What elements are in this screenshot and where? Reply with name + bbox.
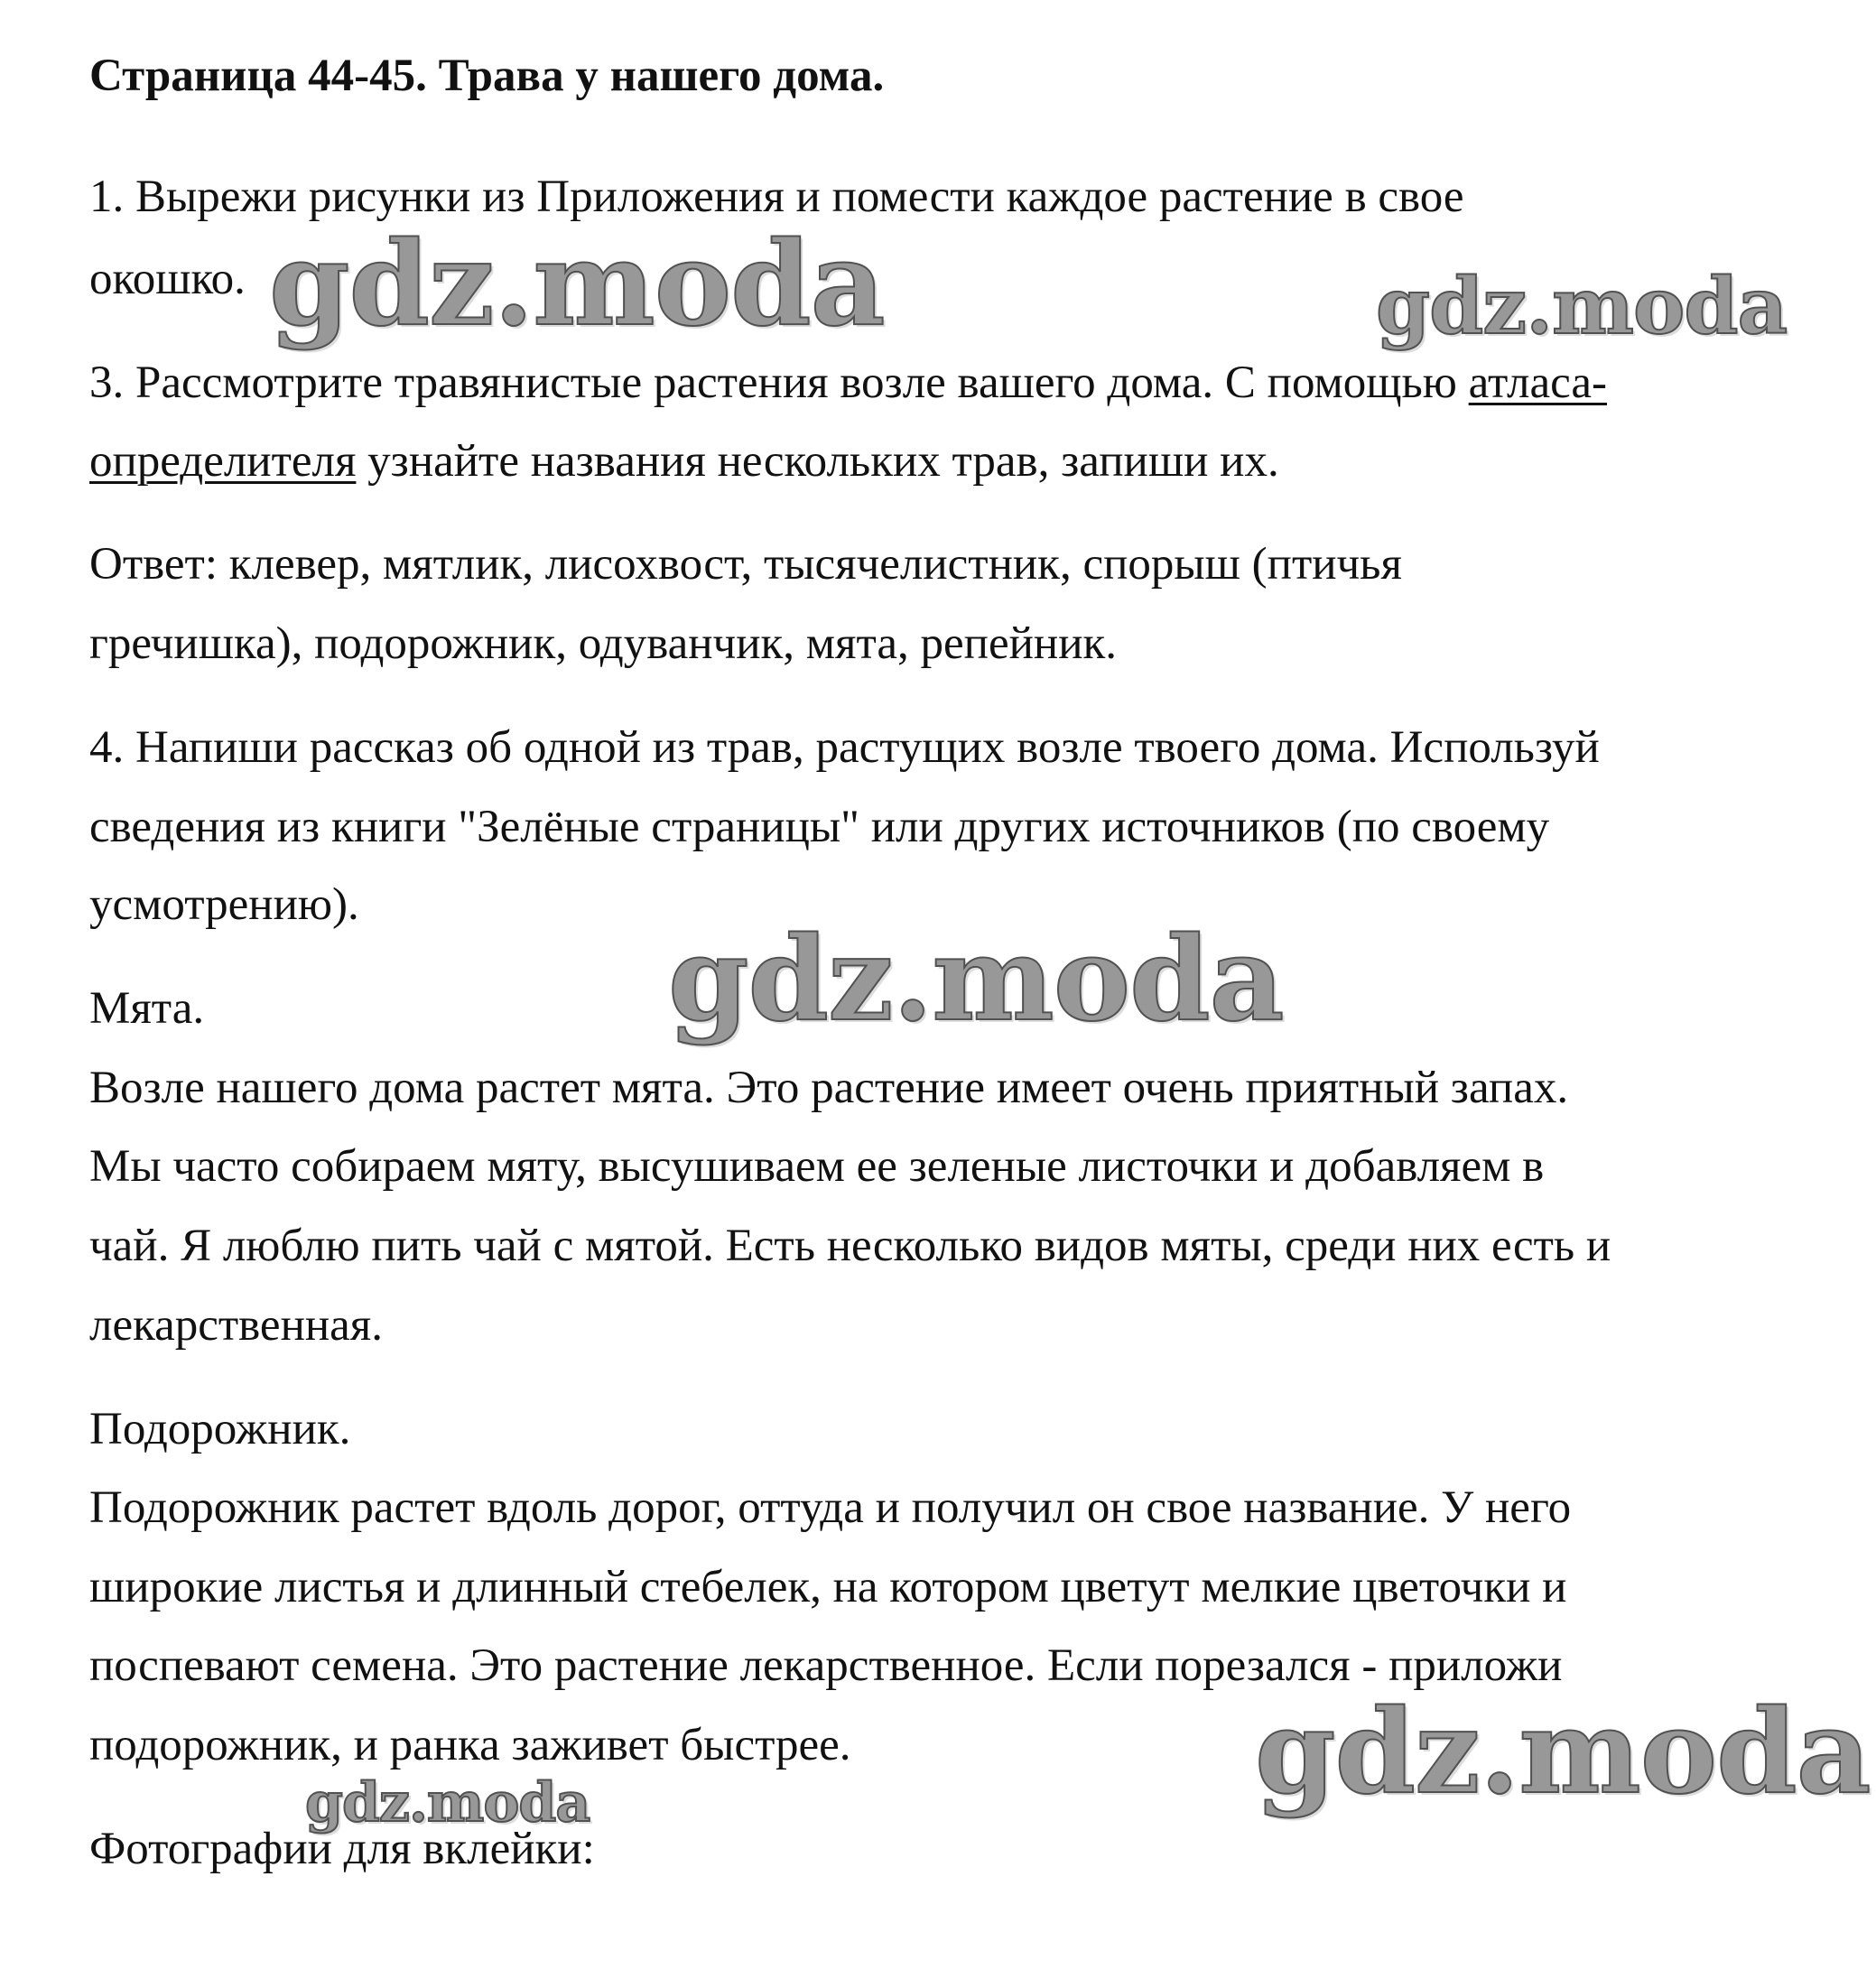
- task3-line1: [89, 356, 1607, 410]
- story-mint-line4: лекарственная.: [89, 1300, 384, 1351]
- story-plantain-line2: широкие листья и длинный стебелек, на котором цветут мелкие цветочки и: [89, 1562, 1567, 1612]
- watermark-4: gdz.moda: [1255, 1685, 1871, 1820]
- atlas-link-part1: атласа-: [1468, 358, 1607, 408]
- story-mint-line1: Возле нашего дома растет мята. Это растение имеет очень приятный запах.: [89, 1063, 1569, 1113]
- story-plantain-line1: Подорожник растет вдоль дорог, оттуда и получил он свое название. У него: [89, 1482, 1572, 1533]
- story-mint-line3: чай. Я люблю пить чай с мятой. Есть несколько видов мяты, среди них есть и: [89, 1221, 1611, 1271]
- task3-text: 3. Рассмотрите травянистые растения возле вашего дома. С помощью: [89, 358, 1469, 408]
- atlas-link-part2: определителя: [89, 436, 357, 487]
- page-title: Страница 44-45. Трава у нашего дома.: [89, 51, 885, 101]
- story-plantain-line3: поспевают семена. Это растение лекарственное. Если порезался - приложи: [89, 1640, 1563, 1691]
- task1-line1: 1. Вырежи рисунки из Приложения и помести каждое растение в свое: [89, 172, 1464, 222]
- answer3-line1: Ответ: клевер, мятлик, лисохвост, тысячелистник, спорыш (птичья: [89, 539, 1402, 590]
- task3-line2: [89, 434, 1279, 488]
- task3-text-end: узнайте названия нескольких трав, запиши их.: [356, 436, 1279, 487]
- watermark-1: gdz.moda: [269, 217, 885, 352]
- task4-line3: усмотрению).: [89, 879, 359, 930]
- story-plantain-heading: Подорожник.: [89, 1404, 351, 1454]
- watermark-5: gdz.moda: [305, 1771, 590, 1835]
- watermark-3: gdz.moda: [668, 912, 1284, 1047]
- task1-line2: окошко.: [89, 254, 246, 304]
- answer3-line2: гречишка), подорожник, одуванчик, мята, репейник.: [89, 618, 1118, 669]
- story-mint-heading: Мята.: [89, 983, 205, 1034]
- photos-label: Фотографии для вклейки:: [89, 1824, 595, 1874]
- story-plantain-line4: подорожник, и ранка заживет быстрее.: [89, 1720, 851, 1770]
- task4-line2: сведения из книги "Зелёные страницы" или других источников (по своему: [89, 802, 1550, 852]
- watermark-2: gdz.moda: [1376, 261, 1788, 352]
- task4-line1: 4. Напиши рассказ об одной из трав, растущих возле твоего дома. Используй: [89, 722, 1600, 773]
- story-mint-line2: Мы часто собираем мяту, высушиваем ее зеленые листочки и добавляем в: [89, 1141, 1545, 1192]
